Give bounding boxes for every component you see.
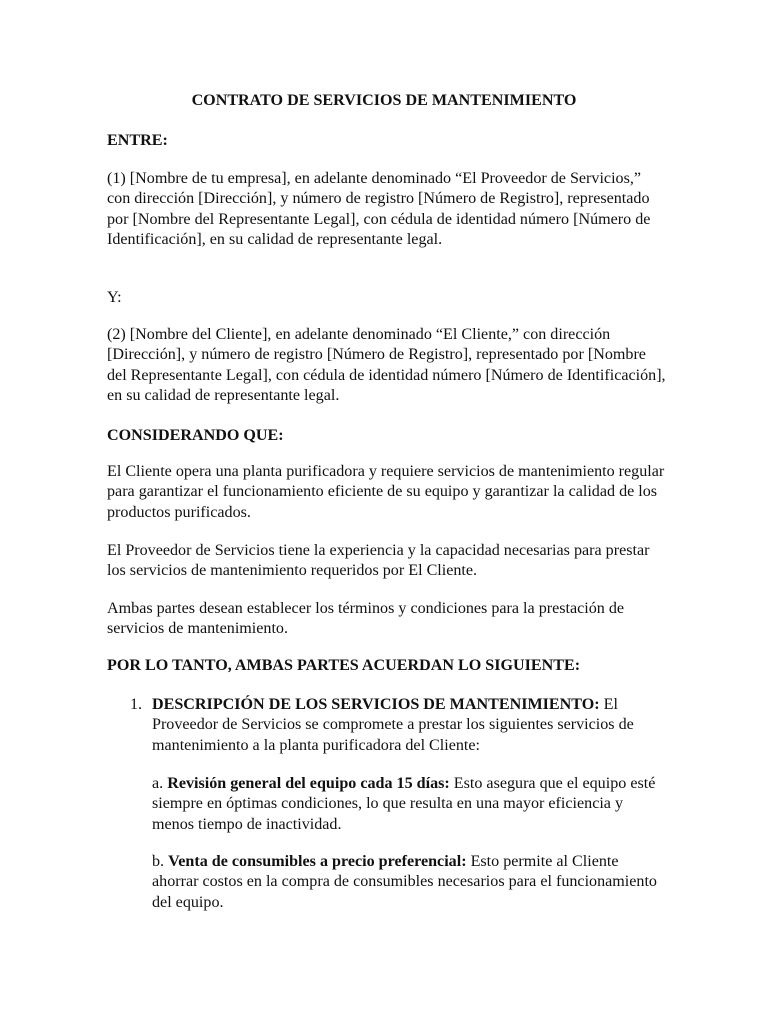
item-a-heading: Revisión general del equipo cada 15 días: — [167, 775, 450, 792]
clause-1-item-b — [152, 852, 662, 913]
entre-heading: ENTRE: — [107, 132, 168, 149]
item-b-prefix: b. — [152, 853, 169, 870]
party-2-paragraph: (2) [Nombre del Cliente], en adelante denominado “El Cliente,” con dirección [Dirección], y número de registro [Número de Registro], representado por [Nombre del Representante Legal], con cédula de identidad número [Número de Identificación], en su calidad de representante legal. — [107, 326, 666, 404]
clause-1-number: 1. — [130, 696, 143, 713]
clause-1-heading: DESCRIPCIÓN DE LOS SERVICIOS DE MANTENIMIENTO: — [152, 696, 600, 713]
acuerdan-heading: POR LO TANTO, AMBAS PARTES ACUERDAN LO SIGUIENTE: — [107, 657, 581, 674]
considerando-paragraph-1: El Cliente opera una planta purificadora y requiere servicios de mantenimiento regular para garantizar el funcionamiento eficiente de su equipo y garantizar la calidad de los productos purificados. — [107, 463, 665, 521]
clause-1-paragraph — [152, 695, 662, 756]
item-a-prefix: a. — [152, 775, 168, 792]
considerando-paragraph-2: El Proveedor de Servicios tiene la experiencia y la capacidad necesarias para prestar los servicios de mantenimiento requeridos por El Cliente. — [107, 542, 650, 580]
document-title: CONTRATO DE SERVICIOS DE MANTENIMIENTO — [191, 92, 577, 109]
considerando-heading: CONSIDERANDO QUE: — [107, 427, 284, 444]
considerando-paragraph-3: Ambas partes desean establecer los términos y condiciones para la prestación de servicios de mantenimiento. — [107, 600, 625, 638]
clause-1-item-a — [152, 774, 662, 835]
party-1-paragraph: (1) [Nombre de tu empresa], en adelante denominado “El Proveedor de Servicios,” con dirección [Dirección], y número de registro [Número de Registro], representado por [Nombre del Representante Legal], con cédula de identidad número [Número de Identificación], en su calidad de representante legal. — [107, 170, 651, 248]
clause-1-text: El Proveedor de Servicios se compromete a prestar los siguientes servicios de mantenimiento a la planta purificadora del Cliente: — [152, 696, 634, 754]
item-b-heading: Venta de consumibles a precio preferencial: — [168, 853, 467, 870]
item-b-text: Esto permite al Cliente ahorrar costos en la compra de consumibles necesarios para el funcionamiento del equipo. — [152, 853, 657, 911]
item-a-text: Esto asegura que el equipo esté siempre en óptimas condiciones, lo que resulta en una mayor eficiencia y menos tiempo de inactividad. — [152, 775, 656, 833]
y-label: Y: — [107, 289, 122, 306]
